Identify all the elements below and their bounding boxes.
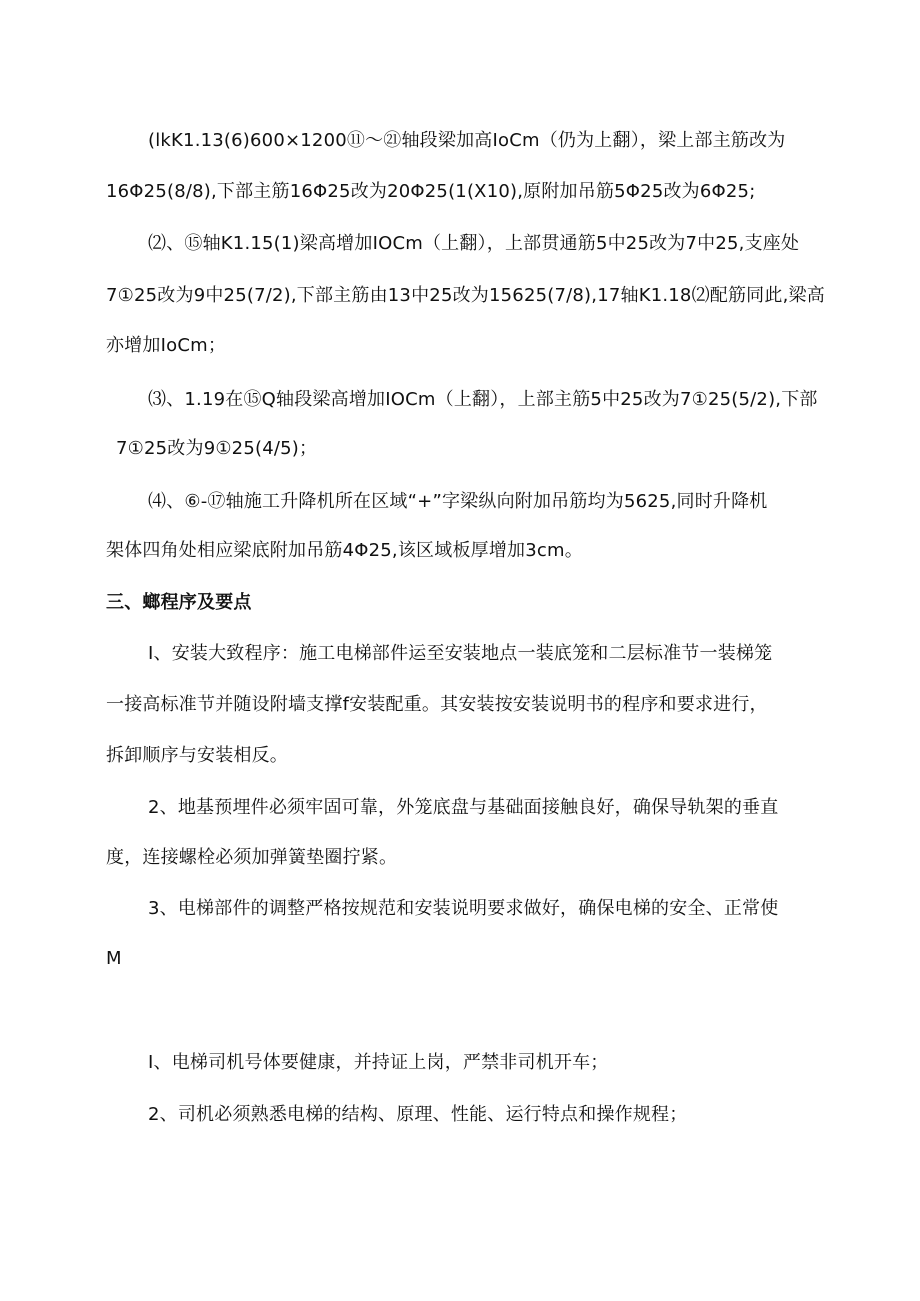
paragraph-line: 16Φ25(8/8),下部主筋16Φ25改为20Φ25(1(X10),原附加吊筋5Φ25改为6Φ25; (106, 181, 756, 202)
paragraph-line: 7①25改为9中25(7/2),下部主筋由13中25改为15625(7/8),17轴K1.18⑵配筋同此,梁高 (106, 285, 825, 306)
paragraph-line: 架体四角处相应梁底附加吊筋4Φ25,该区域板厚增加3cm。 (106, 540, 583, 561)
paragraph-line: 度，连接螺栓必须加弹簧垫圈拧紧。 (106, 847, 398, 868)
paragraph-line: ⑷、⑥-⑰轴施工升降机所在区域“+”字梁纵向附加吊筋均为5625,同时升降机 (148, 491, 768, 512)
paragraph-line: 2、司机必须熟悉电梯的结构、原理、性能、运行特点和操作规程； (148, 1104, 688, 1125)
paragraph-line: 7①25改为9①25(4/5)； (116, 438, 318, 459)
paragraph-line: I、电梯司机号体要健康，并持证上岗，严禁非司机开车； (148, 1052, 609, 1073)
section-heading: 三、螂程序及要点 (106, 592, 252, 613)
paragraph-line: 一接高标准节并随设附墙支撑f安装配重。其安装按安装说明书的程序和要求进行， (106, 694, 768, 715)
paragraph-line: M (106, 948, 122, 969)
paragraph-line: ⑵、⑮轴K1.15(1)梁高增加IOCm（上翻），上部贯通筋5中25改为7中25,支座处 (148, 233, 800, 254)
paragraph-line: 拆卸顺序与安装相反。 (106, 745, 288, 766)
paragraph-line: 3、电梯部件的调整严格按规范和安装说明要求做好，确保电梯的安全、正常使 (148, 898, 779, 919)
paragraph-line: (lkK1.13(6)600×1200⑪～㉑轴段梁加高IoCm（仍为上翻），梁上部主筋改为 (148, 130, 786, 151)
paragraph-line: 亦增加IoCm； (106, 335, 227, 356)
paragraph-line: I、安装大致程序：施工电梯部件运至安装地点一装底笼和二层标准节一装梯笼 (148, 643, 773, 664)
paragraph-line: ⑶、1.19在⑮Q轴段梁高增加IOCm（上翻），上部主筋5中25改为7①25(5/2),下部 (148, 389, 818, 410)
paragraph-line: 2、地基预埋件必须牢固可靠，外笼底盘与基础面接触良好，确保导轨架的垂直 (148, 797, 779, 818)
